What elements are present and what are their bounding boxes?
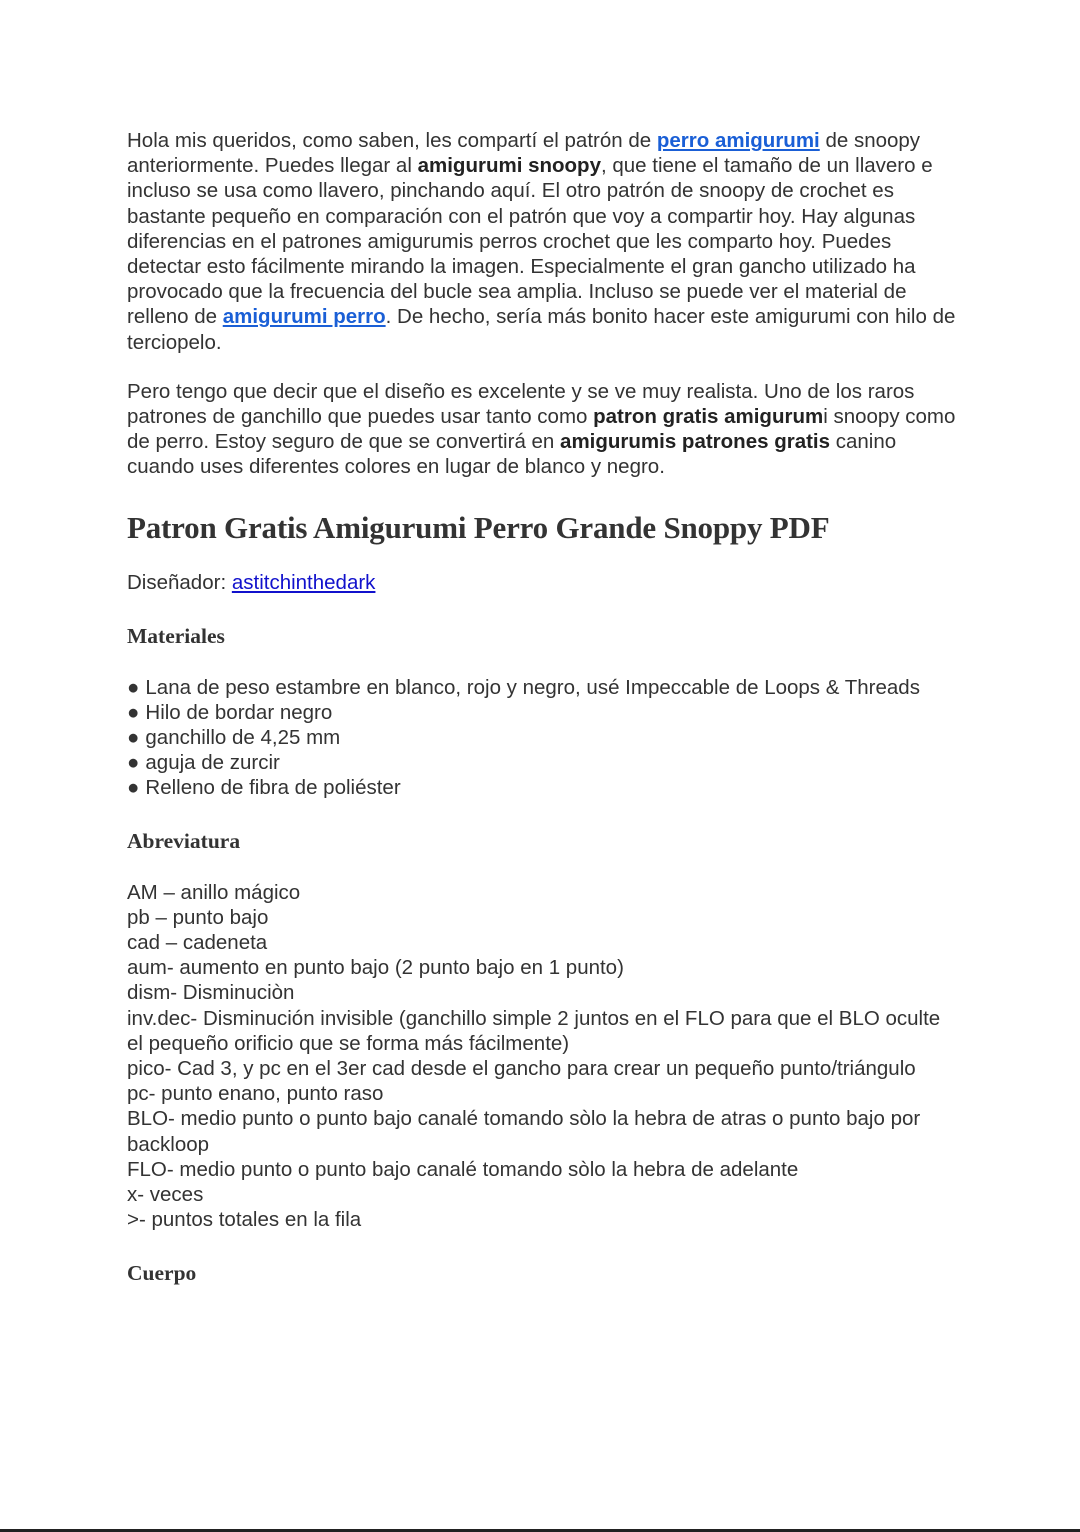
abbreviation-item: FLO- medio punto o punto bajo canalé tomando sòlo la hebra de adelante	[127, 1157, 799, 1181]
body-section-heading: Cuerpo	[127, 1260, 197, 1285]
bullet-icon: ●	[127, 776, 140, 800]
intro-text: , que tiene el tamaño de un llavero e incluso se usa como llavero, pinchando aquí. El otro patrón de snoopy de crochet es bastante pequeño en comparación con el patrón que voy a compartir hoy. Hay algunas diferencias en el patrones amigurumis perros crochet que les comparto hoy. Puedes detectar esto fácilmente mirando la imagen. Especialmente el gran gancho utilizado ha provocado que la frecuencia del bucle sea amplia. Incluso se puede ver el material de relleno de	[127, 154, 933, 329]
abbreviation-item: >- puntos totales en la fila	[127, 1208, 362, 1232]
intro-paragraph-2	[127, 379, 957, 480]
intro-paragraph-1	[127, 128, 957, 355]
bold-keyword: amigurumis patrones gratis	[560, 430, 831, 454]
intro-text: . De hecho, sería más bonito hacer este amigurumi con hilo de terciopelo.	[127, 305, 956, 354]
abbreviations-list	[127, 880, 957, 1233]
designer-label: Diseñador:	[127, 570, 232, 594]
intro-text: de snoopy anteriormente. Puedes llegar al	[127, 129, 921, 178]
abbreviation-item: cad – cadeneta	[127, 931, 268, 955]
abbreviation-item: BLO- medio punto o punto bajo canalé tomando sòlo la hebra de atras o punto bajo por backloop	[127, 1107, 921, 1156]
abbreviation-item: inv.dec- Disminución invisible (ganchillo simple 2 juntos en el FLO para que el BLO oculte el pequeño orificio que se forma más fácilmente)	[127, 1006, 941, 1055]
bullet-icon: ●	[127, 675, 140, 699]
materials-item	[127, 675, 957, 700]
abbreviation-item: x- veces	[127, 1183, 204, 1207]
designer-link[interactable]: astitchinthedark	[231, 570, 376, 594]
materials-item	[127, 750, 957, 775]
intro-text: Pero tengo que decir que el diseño es excelente y se ve muy realista. Uno de los raros patrones de ganchillo que puedes usar tanto como	[127, 379, 915, 429]
abbreviation-item: aum- aumento en punto bajo (2 punto bajo en 1 punto)	[127, 956, 624, 980]
designer-line	[127, 570, 957, 596]
materials-item-text: ganchillo de 4,25 mm	[145, 726, 341, 750]
materials-item	[127, 775, 957, 800]
materials-heading: Materiales	[127, 623, 225, 648]
abbreviation-item: pb – punto bajo	[127, 905, 269, 929]
abbreviation-item: pico- Cad 3, y pc en el 3er cad desde el gancho para crear un pequeño punto/triángulo	[127, 1057, 916, 1081]
materials-item-text: Relleno de fibra de poliéster	[145, 776, 401, 800]
abbreviations-heading: Abreviatura	[127, 828, 241, 853]
materials-item-text: aguja de zurcir	[145, 751, 280, 775]
materials-item-text: Lana de peso estambre en blanco, rojo y negro, usé Impeccable de Loops & Threads	[145, 675, 920, 699]
intro-text: i snoopy como de perro. Estoy seguro de que se convertirá en	[127, 405, 956, 454]
document-page	[127, 128, 957, 1287]
page-title: Patron Gratis Amigurumi Perro Grande Snoppy PDF	[127, 509, 830, 545]
materials-item	[127, 700, 957, 725]
abbreviation-item: dism- Disminuciòn	[127, 981, 295, 1005]
bold-keyword: patron gratis amigurum	[593, 405, 824, 429]
bullet-icon: ●	[127, 726, 140, 750]
perro-amigurumi-link[interactable]: perro amigurumi	[656, 129, 820, 152]
bullet-icon: ●	[127, 751, 140, 775]
bold-keyword: amigurumi snoopy	[417, 154, 601, 178]
bullet-icon: ●	[127, 700, 140, 724]
materials-item-text: Hilo de bordar negro	[145, 700, 333, 724]
abbreviation-item: AM – anillo mágico	[127, 880, 301, 904]
intro-text: canino cuando uses diferentes colores en lugar de blanco y negro.	[127, 430, 897, 479]
abbreviation-item: pc- punto enano, punto raso	[127, 1082, 384, 1106]
materials-item	[127, 725, 957, 750]
materials-list	[127, 675, 957, 801]
intro-text: Hola mis queridos, como saben, les compartí el patrón de	[127, 129, 657, 152]
amigurumi-perro-link[interactable]: amigurumi perro	[222, 305, 386, 329]
